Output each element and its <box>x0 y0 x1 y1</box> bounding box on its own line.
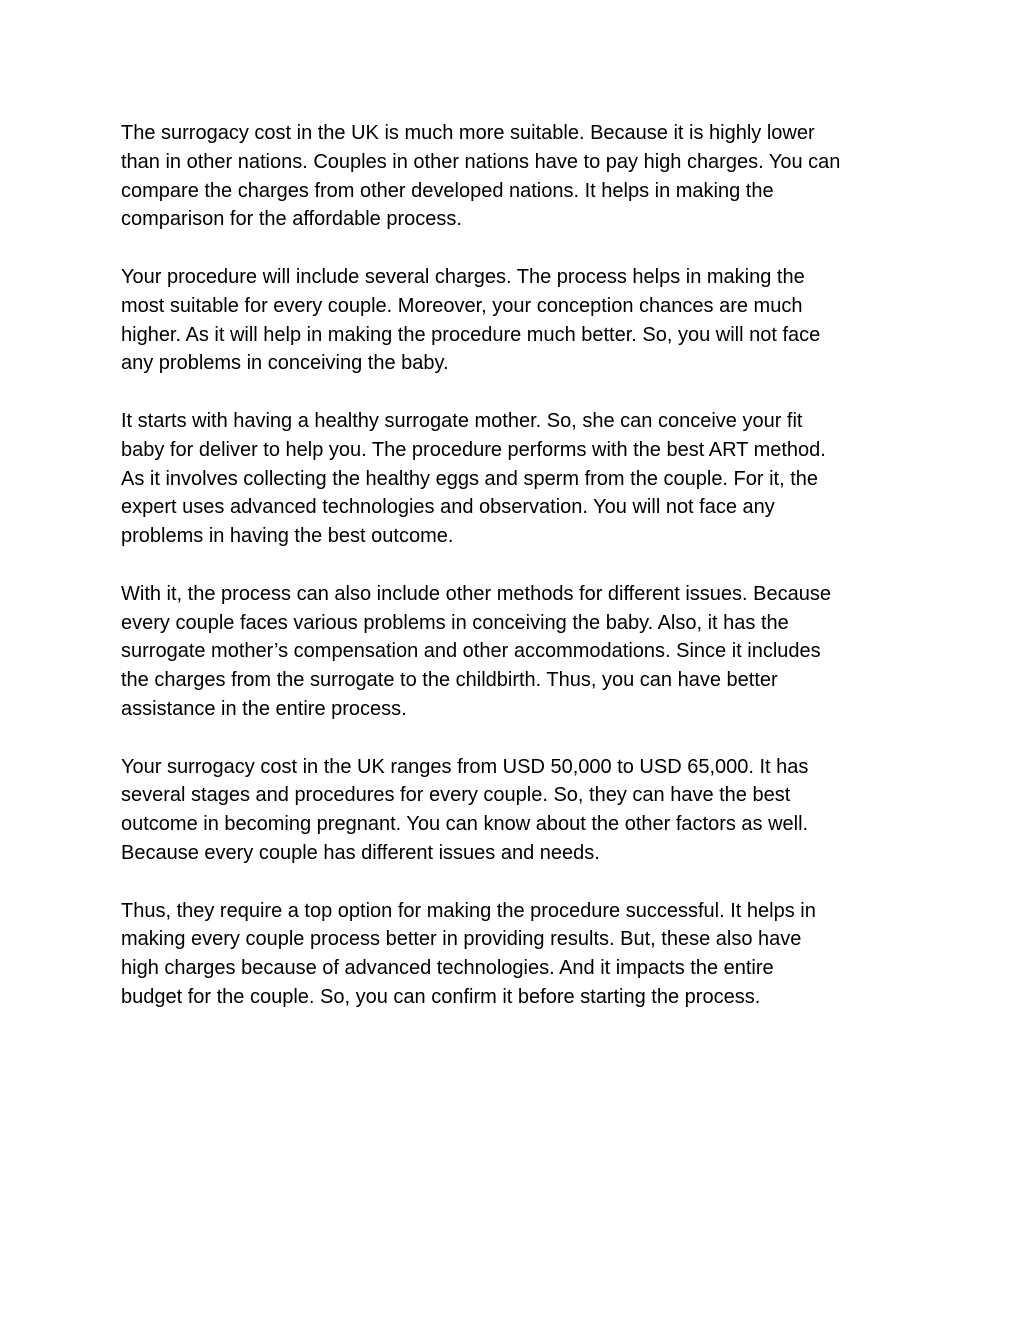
text-line: every couple faces various problems in conceiving the baby. Also, it has the <box>121 611 789 634</box>
text-line: high charges because of advanced technologies. And it impacts the entire <box>121 957 774 980</box>
text-line: most suitable for every couple. Moreover, your conception chances are much <box>121 294 803 317</box>
text-line: several stages and procedures for every couple. So, they can have the best <box>121 784 791 807</box>
text-line: the charges from the surrogate to the childbirth. Thus, you can have better <box>121 669 778 692</box>
text-line: baby for deliver to help you. The procedure performs with the best ART method. <box>121 438 826 461</box>
text-line: assistance in the entire process. <box>121 697 407 720</box>
paragraph-6 <box>121 897 921 1012</box>
paragraph-2 <box>121 263 921 378</box>
paragraph-4 <box>121 580 921 724</box>
text-line: than in other nations. Couples in other nations have to pay high charges. You can <box>121 150 841 173</box>
text-line: Your procedure will include several charges. The process helps in making the <box>121 265 805 288</box>
text-line: any problems in conceiving the baby. <box>121 352 449 375</box>
text-line: Because every couple has different issues and needs. <box>121 841 600 864</box>
text-line: The surrogacy cost in the UK is much more suitable. Because it is highly lower <box>121 122 815 144</box>
text-line: outcome in becoming pregnant. You can know about the other factors as well. <box>121 813 809 836</box>
text-line: budget for the couple. So, you can confirm it before starting the process. <box>121 985 761 1008</box>
text-line: It starts with having a healthy surrogate mother. So, she can conceive your fit <box>121 409 803 432</box>
paragraph-5 <box>121 753 921 868</box>
text-line: As it involves collecting the healthy eggs and sperm from the couple. For it, the <box>121 467 819 490</box>
paragraph-3 <box>121 407 921 551</box>
text-line: surrogate mother’s compensation and other accommodations. Since it includes <box>121 640 821 663</box>
text-line: problems in having the best outcome. <box>121 525 454 548</box>
paragraph-1 <box>121 119 921 234</box>
text-line: Thus, they require a top option for making the procedure successful. It helps in <box>121 899 816 922</box>
text-line: comparison for the affordable process. <box>121 208 462 231</box>
text-line: higher. As it will help in making the procedure much better. So, you will not face <box>121 323 821 346</box>
text-line: expert uses advanced technologies and observation. You will not face any <box>121 496 775 519</box>
text-line: compare the charges from other developed nations. It helps in making the <box>121 179 774 202</box>
text-line: making every couple process better in providing results. But, these also have <box>121 928 802 951</box>
text-line: Your surrogacy cost in the UK ranges from USD 50,000 to USD 65,000. It has <box>121 755 809 778</box>
document-body <box>121 119 921 1041</box>
text-line: With it, the process can also include other methods for different issues. Because <box>121 582 831 605</box>
